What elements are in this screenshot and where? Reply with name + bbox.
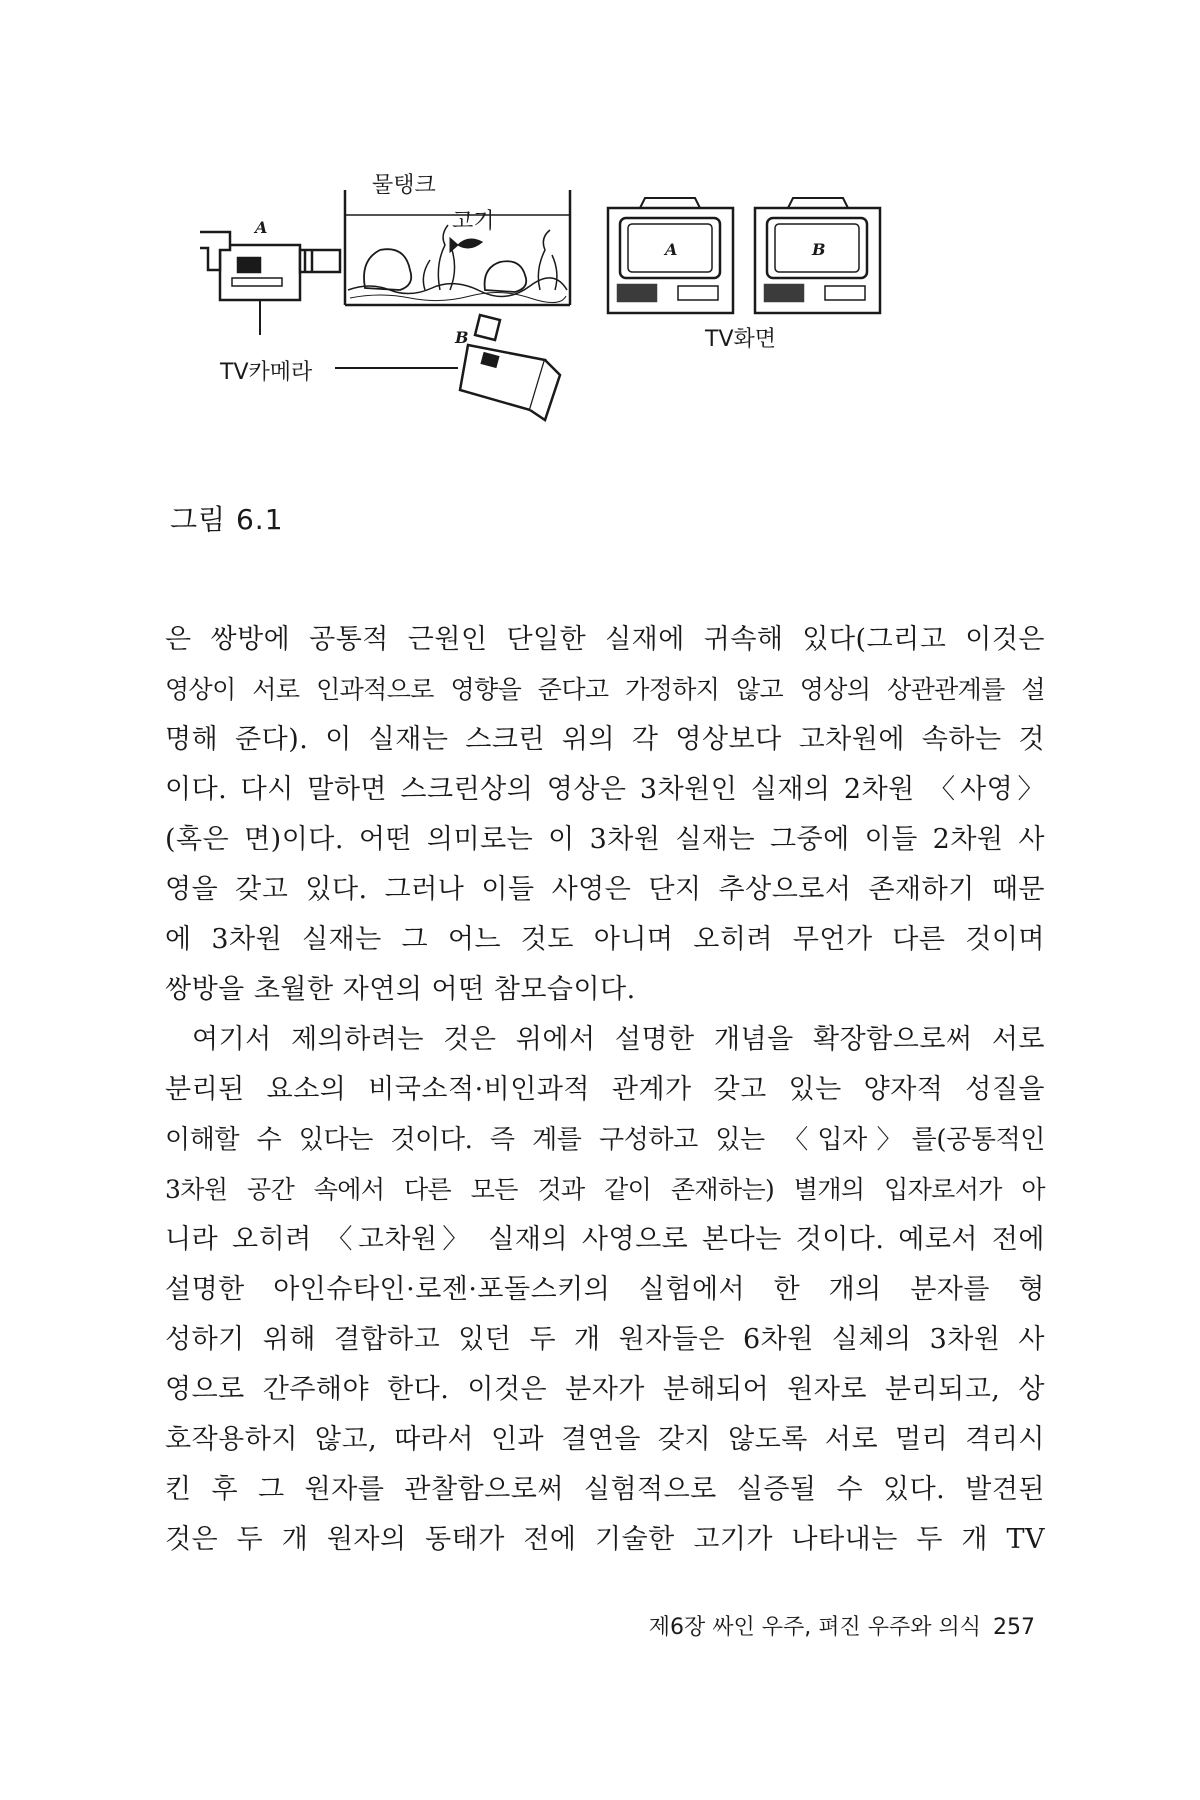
camera-a-letter: A — [255, 218, 268, 237]
text-line: 이해할 수 있다는 것이다. 즉 계를 구성하고 있는 〈입자〉를(공통적인 — [165, 1125, 1045, 1155]
text-line: 니라 오히려 〈고차원〉 실재의 사영으로 본다는 것이다. 예로서 전에 — [165, 1224, 1045, 1255]
text-line: 성하기 위해 결합하고 있던 두 개 원자들은 6차원 실체의 3차원 사 — [165, 1324, 1045, 1355]
text-line: 영으로 간주해야 한다. 이것은 분자가 분해되어 원자로 분리되고, 상 — [165, 1374, 1045, 1405]
screen-a-letter: A — [665, 240, 678, 259]
figure-caption: 그림 6.1 — [170, 503, 284, 536]
text-line: 이다. 다시 말하면 스크린상의 영상은 3차원인 실재의 2차원 〈사영〉 — [165, 774, 1045, 805]
running-title: 제6장 싸인 우주, 펴진 우주와 의식 — [648, 1615, 981, 1640]
fish-label: 고기 — [452, 209, 495, 234]
tv-screen-label: TV화면 — [705, 327, 776, 352]
figure-illustration — [200, 190, 1060, 490]
text-line: (혹은 면)이다. 어떤 의미로는 이 3차원 실재는 그중에 이들 2차원 사 — [165, 824, 1045, 855]
tv-camera-label: TV카메라 — [220, 360, 313, 385]
text-line: 영상이 서로 인과적으로 영향을 준다고 가정하지 않고 영상의 상관관계를 설 — [165, 675, 1045, 704]
text-line: 에 3차원 실재는 그 어느 것도 아니며 오히려 무언가 다른 것이며 — [165, 924, 1045, 955]
text-line: 명해 준다). 이 실재는 스크린 위의 각 영상보다 고차원에 속하는 것 — [165, 724, 1045, 755]
text-line: 3차원 공간 속에서 다른 모든 것과 같이 존재하는) 별개의 입자로서가 아 — [165, 1175, 1045, 1204]
paragraph-1 — [165, 615, 1045, 1015]
figure-6-1 — [200, 173, 1060, 490]
water-tank-label: 물탱크 — [372, 173, 436, 198]
text-line: 여기서 제의하려는 것은 위에서 설명한 개념을 확장함으로써 서로 — [192, 1024, 1045, 1055]
text-line: 호작용하지 않고, 따라서 인과 결연을 갖지 않도록 서로 멀리 격리시 — [165, 1424, 1045, 1455]
camera-a-drawing — [200, 232, 340, 335]
text-line: 쌍방을 초월한 자연의 어떤 참모습이다. — [165, 974, 636, 1005]
screen-b-letter: B — [812, 240, 826, 259]
text-line: 킨 후 그 원자를 관찰함으로써 실험적으로 실증될 수 있다. 발견된 — [165, 1474, 1045, 1505]
text-line: 설명한 아인슈타인·로젠·포돌스키의 실험에서 한 개의 분자를 형 — [165, 1274, 1045, 1305]
text-line: 은 쌍방에 공통적 근원인 단일한 실재에 귀속해 있다(그리고 이것은 — [165, 624, 1045, 655]
text-line: 것은 두 개 원자의 동태가 전에 기술한 고기가 나타내는 두 개 TV — [165, 1524, 1045, 1555]
page-number: 257 — [993, 1615, 1035, 1640]
text-line: 영을 갖고 있다. 그러나 이들 사영은 단지 추상으로서 존재하기 때문 — [165, 874, 1045, 905]
camera-b-drawing — [335, 315, 560, 420]
running-footer — [649, 1610, 1035, 1641]
text-line: 분리된 요소의 비국소적·비인과적 관계가 갖고 있는 양자적 성질을 — [165, 1074, 1045, 1105]
paragraph-2 — [165, 1015, 1045, 1565]
body-text — [165, 615, 1045, 1565]
camera-b-letter: B — [455, 328, 469, 347]
